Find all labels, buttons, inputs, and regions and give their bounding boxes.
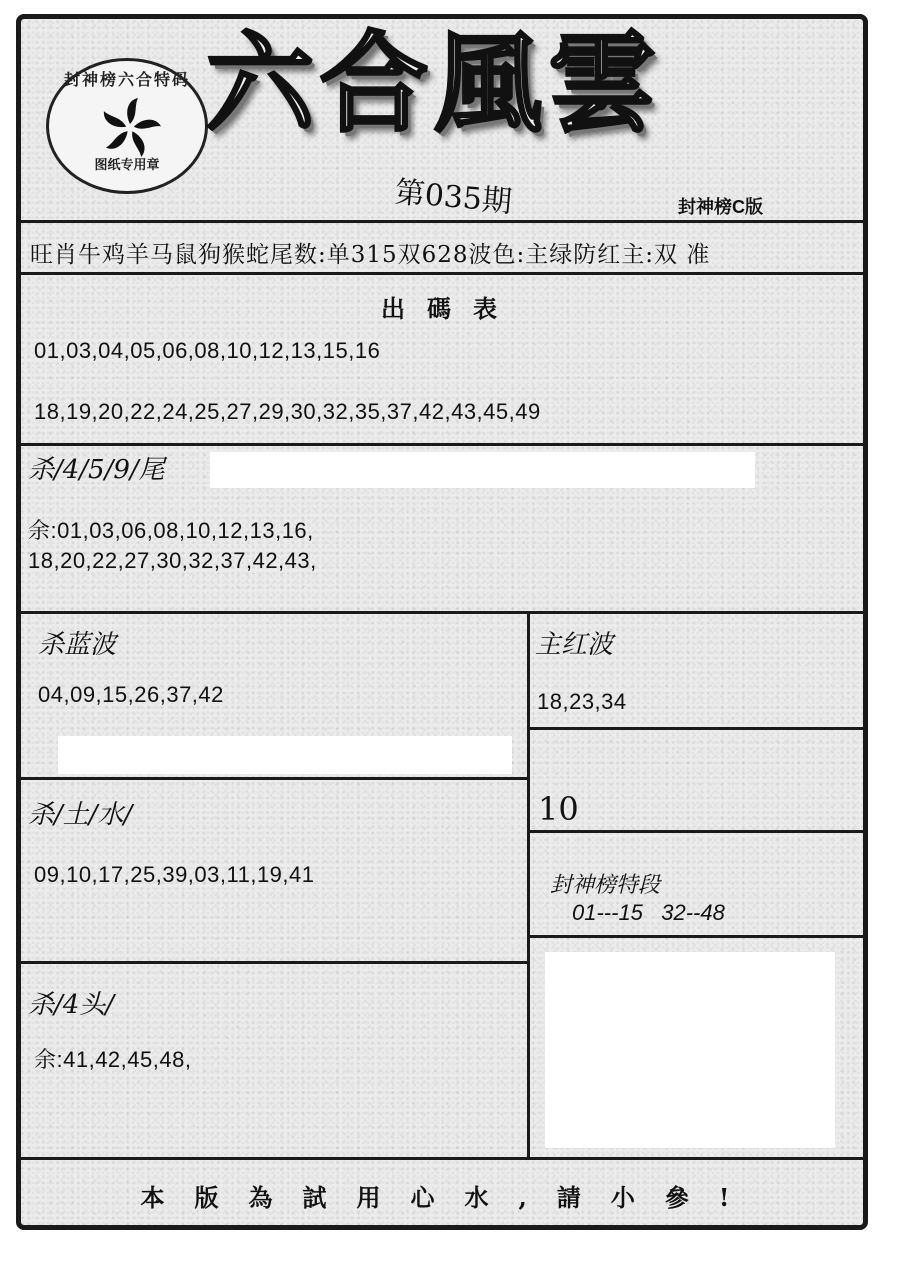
divider — [21, 272, 867, 275]
seal-bottom-text: 图纸专用章 — [94, 158, 160, 173]
brand-title: 六合風雲 — [206, 21, 663, 147]
single-value: 10 — [538, 790, 579, 828]
divider — [529, 727, 867, 730]
kill-tail-remaining-2: 18,20,22,27,30,32,37,42,43, — [28, 548, 317, 573]
divider — [21, 777, 528, 780]
seal-stamp — [46, 58, 208, 194]
divider — [21, 1157, 867, 1160]
edition-label: 封神榜C版 — [678, 197, 763, 217]
kill-head-remaining: 余:41,42,45,48, — [34, 1047, 192, 1072]
special-section-label: 封神榜特段 — [550, 873, 661, 898]
code-table-line-1: 01,03,04,05,06,08,10,12,13,15,16 — [34, 338, 381, 363]
divider — [21, 220, 867, 223]
kill-elements-numbers: 09,10,17,25,39,03,11,19,41 — [34, 862, 315, 887]
divider — [21, 443, 867, 446]
bauhinia-flower-icon — [97, 95, 163, 161]
divider — [21, 961, 528, 964]
main-red-label: 主红波 — [535, 630, 614, 660]
blank-panel — [545, 952, 835, 1148]
kill-head-label: 杀/4头/ — [28, 990, 115, 1020]
blank-strip — [210, 452, 755, 488]
divider — [529, 830, 867, 833]
kill-blue-label: 杀蓝波 — [38, 630, 117, 660]
kill-tail-label: 杀/4/5/9/尾 — [28, 455, 165, 485]
footer-note: 本版為試用心水,請小參! — [140, 1183, 760, 1212]
kill-elements-label: 杀/土/水/ — [28, 800, 133, 830]
kill-tail-remaining-1: 余:01,03,06,08,10,12,13,16, — [28, 518, 314, 543]
special-section-range: 01---15 32--48 — [572, 900, 725, 925]
main-red-numbers: 18,23,34 — [537, 689, 627, 714]
blank-strip — [58, 736, 512, 774]
divider — [21, 611, 867, 614]
seal-ring-text: 封神榜六合特码 — [63, 70, 190, 89]
prediction-tagline: 旺肖牛鸡羊马鼠狗猴蛇尾数:单315双628波色:主绿防红主:双 准 — [30, 242, 711, 268]
divider — [529, 935, 867, 938]
issue-number: 第035期 — [393, 174, 514, 221]
code-table-title: 出碼表 — [381, 294, 519, 323]
code-table-line-2: 18,19,20,22,24,25,27,29,30,32,35,37,42,43,45,49 — [34, 399, 541, 424]
column-divider — [527, 613, 530, 1158]
kill-blue-numbers: 04,09,15,26,37,42 — [38, 682, 224, 707]
